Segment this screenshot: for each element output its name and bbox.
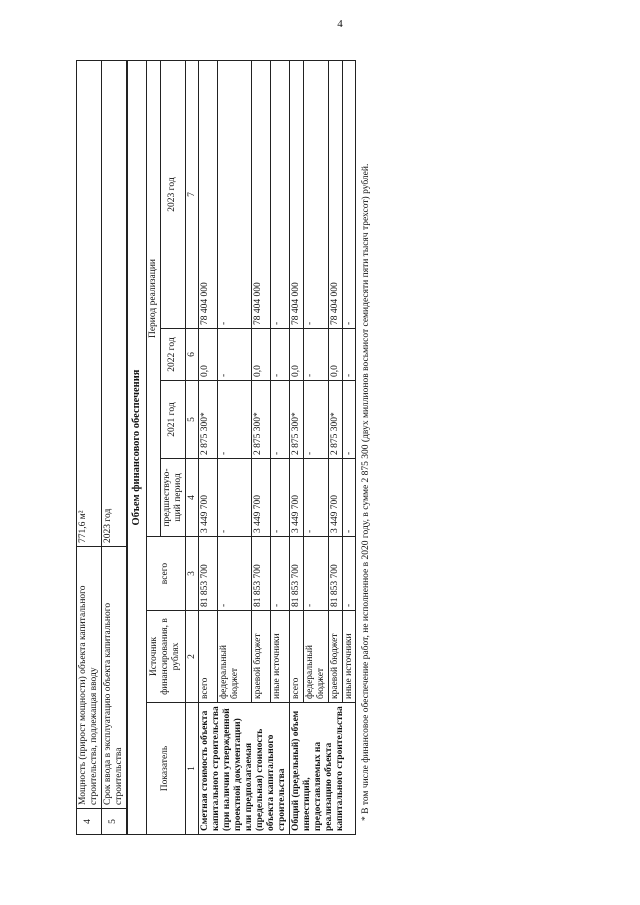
section-title: Объем финансового обеспечения [127, 61, 146, 835]
value-cell-prev: 3 449 700 [199, 459, 218, 537]
page-number: 4 [337, 18, 343, 30]
indicator-cell: Общий (предельный) объем инвестиций, предоставляемых на реализацию объекта капитального строительства [289, 703, 356, 835]
column-number: 1 [185, 703, 199, 835]
header-row [146, 61, 160, 835]
column-number: 7 [185, 61, 199, 329]
value-cell-y2021: 2 875 300* [289, 381, 303, 459]
value-cell-prev: 3 449 700 [252, 459, 271, 537]
value-cell-y2023: - [218, 61, 252, 329]
value-cell-y2022: 0,0 [328, 329, 342, 381]
value-cell-prev: 3 449 700 [289, 459, 303, 537]
value-cell-prev: - [218, 459, 252, 537]
header-period: Период реализации [146, 61, 160, 537]
value-cell-total: 81 853 700 [289, 537, 303, 611]
info-table [76, 60, 127, 835]
value-cell-total: - [218, 537, 252, 611]
info-row-value: 771,6 м² [77, 61, 102, 547]
footnote: * В том числе финансовое обеспечение работ, не исполненное в 2020 году, в сумме 2 875 300 (двух миллионов восьмисот семидесяти пяти тысяч трехсот) рублей. [361, 163, 372, 821]
source-cell: всего [199, 611, 218, 703]
value-cell-y2023: 78 404 000 [289, 61, 303, 329]
value-cell-y2023: - [342, 61, 356, 329]
source-cell: всего [289, 611, 303, 703]
info-row-label: Срок ввода в эксплуатацию объекта капитального строительства [101, 547, 126, 809]
column-number: 4 [185, 459, 199, 537]
info-row [77, 61, 102, 835]
source-cell: федеральный бюджет [218, 611, 252, 703]
value-cell-y2022: 0,0 [252, 329, 271, 381]
header-indicator: Показатель [146, 703, 185, 835]
value-cell-prev: 3 449 700 [328, 459, 342, 537]
info-row-value: 2023 год [101, 61, 126, 547]
info-row-number: 5 [101, 809, 126, 835]
rotated-content [76, 60, 504, 835]
finance-groups [199, 61, 356, 835]
value-cell-y2023: - [303, 61, 328, 329]
value-cell-y2023: 78 404 000 [199, 61, 218, 329]
value-cell-y2023: 78 404 000 [328, 61, 342, 329]
finance-row [199, 61, 218, 835]
source-cell: федеральный бюджет [303, 611, 328, 703]
header-2022: 2022 год [160, 329, 185, 381]
value-cell-y2023: 78 404 000 [252, 61, 271, 329]
info-row [101, 61, 126, 835]
value-cell-prev: - [303, 459, 328, 537]
column-number: 3 [185, 537, 199, 611]
header-prev: предшествую-щий период [160, 459, 185, 537]
column-number: 5 [185, 381, 199, 459]
value-cell-total: - [270, 537, 289, 611]
column-number-row [185, 61, 199, 835]
value-cell-y2021: - [270, 381, 289, 459]
value-cell-total: - [342, 537, 356, 611]
value-cell-prev: - [270, 459, 289, 537]
value-cell-total: 81 853 700 [252, 537, 271, 611]
value-cell-total: 81 853 700 [199, 537, 218, 611]
value-cell-y2022: 0,0 [199, 329, 218, 381]
indicator-cell: Сметная стоимость объекта капитального строительства (при наличии утвержденной проектной документации) или предполагаемая (предельная) стоимость объекта капитального строительства [199, 703, 289, 835]
column-number: 6 [185, 329, 199, 381]
finance-table [127, 60, 357, 835]
value-cell-y2022: - [270, 329, 289, 381]
source-cell: краевой бюджет [252, 611, 271, 703]
value-cell-y2022: - [342, 329, 356, 381]
header-source: Источник финансирования, в рублях [146, 611, 185, 703]
source-cell: иные источники [270, 611, 289, 703]
column-number: 2 [185, 611, 199, 703]
finance-row [289, 61, 303, 835]
header-2023: 2023 год [160, 61, 185, 329]
value-cell-total: 81 853 700 [328, 537, 342, 611]
value-cell-y2021: - [218, 381, 252, 459]
value-cell-y2021: - [303, 381, 328, 459]
value-cell-y2021: 2 875 300* [328, 381, 342, 459]
info-row-number: 4 [77, 809, 102, 835]
value-cell-y2021: - [342, 381, 356, 459]
value-cell-y2021: 2 875 300* [252, 381, 271, 459]
source-cell: иные источники [342, 611, 356, 703]
value-cell-y2021: 2 875 300* [199, 381, 218, 459]
value-cell-total: - [303, 537, 328, 611]
value-cell-y2023: - [270, 61, 289, 329]
value-cell-prev: - [342, 459, 356, 537]
value-cell-y2022: - [218, 329, 252, 381]
section-title-row [127, 61, 146, 835]
header-2021: 2021 год [160, 381, 185, 459]
value-cell-y2022: 0,0 [289, 329, 303, 381]
source-cell: краевой бюджет [328, 611, 342, 703]
value-cell-y2022: - [303, 329, 328, 381]
header-total: всего [146, 537, 185, 611]
info-row-label: Мощность (прирост мощности) объекта капитального строительства, подлежащая вводу [77, 547, 102, 809]
